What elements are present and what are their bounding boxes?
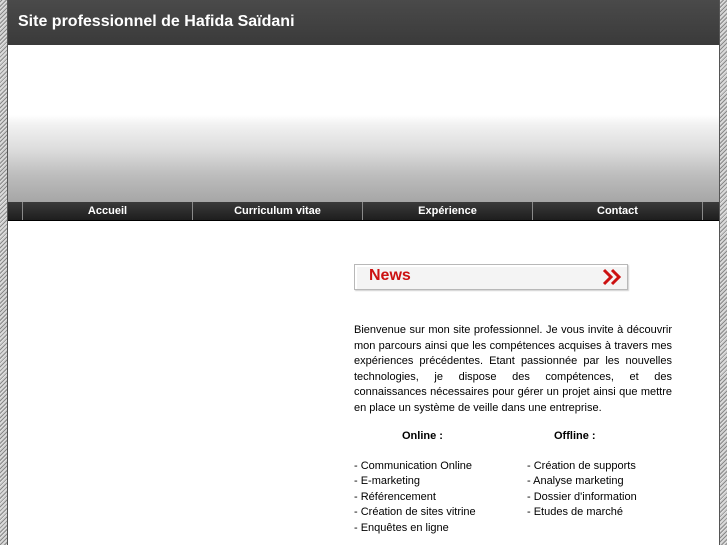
- nav-item-curriculum-vitae[interactable]: Curriculum vitae: [192, 202, 362, 220]
- list-item: - E-marketing: [354, 475, 421, 488]
- online-list: [354, 459, 476, 536]
- list-item: - Dossier d'information: [527, 490, 637, 503]
- nav-item-experience[interactable]: Expérience: [362, 202, 532, 220]
- intro-text: Bienvenue sur mon site professionnel. Je vous invite à découvrir mon parcours ainsi que les compétences acquises à travers mes expériences précédentes. Etant passionnée par les nouvelles technologies, je dispose des compétences, et des connaissances nécessaires pour gérer un projet ainsi que mettre en place un système de veille dans une entreprise.: [354, 324, 672, 414]
- offline-heading: Offline :: [554, 430, 596, 442]
- news-title: News: [369, 267, 411, 284]
- list-item: - Etudes de marché: [527, 506, 623, 519]
- list-item: - Référencement: [354, 490, 436, 503]
- double-chevron-right-icon: [602, 268, 622, 286]
- offline-list: [527, 459, 637, 521]
- news-header[interactable]: [354, 264, 628, 290]
- nav-item-accueil[interactable]: Accueil: [22, 202, 192, 220]
- list-item: - Enquêtes en ligne: [354, 521, 449, 534]
- list-item: - Création de supports: [527, 460, 636, 472]
- online-heading: Online :: [402, 430, 443, 442]
- list-item: - Analyse marketing: [527, 475, 624, 488]
- list-item: - Création de sites vitrine: [354, 506, 476, 519]
- nav-item-contact[interactable]: Contact: [532, 202, 702, 220]
- page-frame: [8, 0, 719, 545]
- list-item: - Communication Online: [354, 460, 472, 472]
- main-nav: [8, 202, 719, 221]
- site-title: Site professionnel de Hafida Saïdani: [18, 13, 295, 30]
- nav-divider: [702, 202, 703, 220]
- site-header: [8, 0, 719, 45]
- header-banner: [8, 45, 719, 202]
